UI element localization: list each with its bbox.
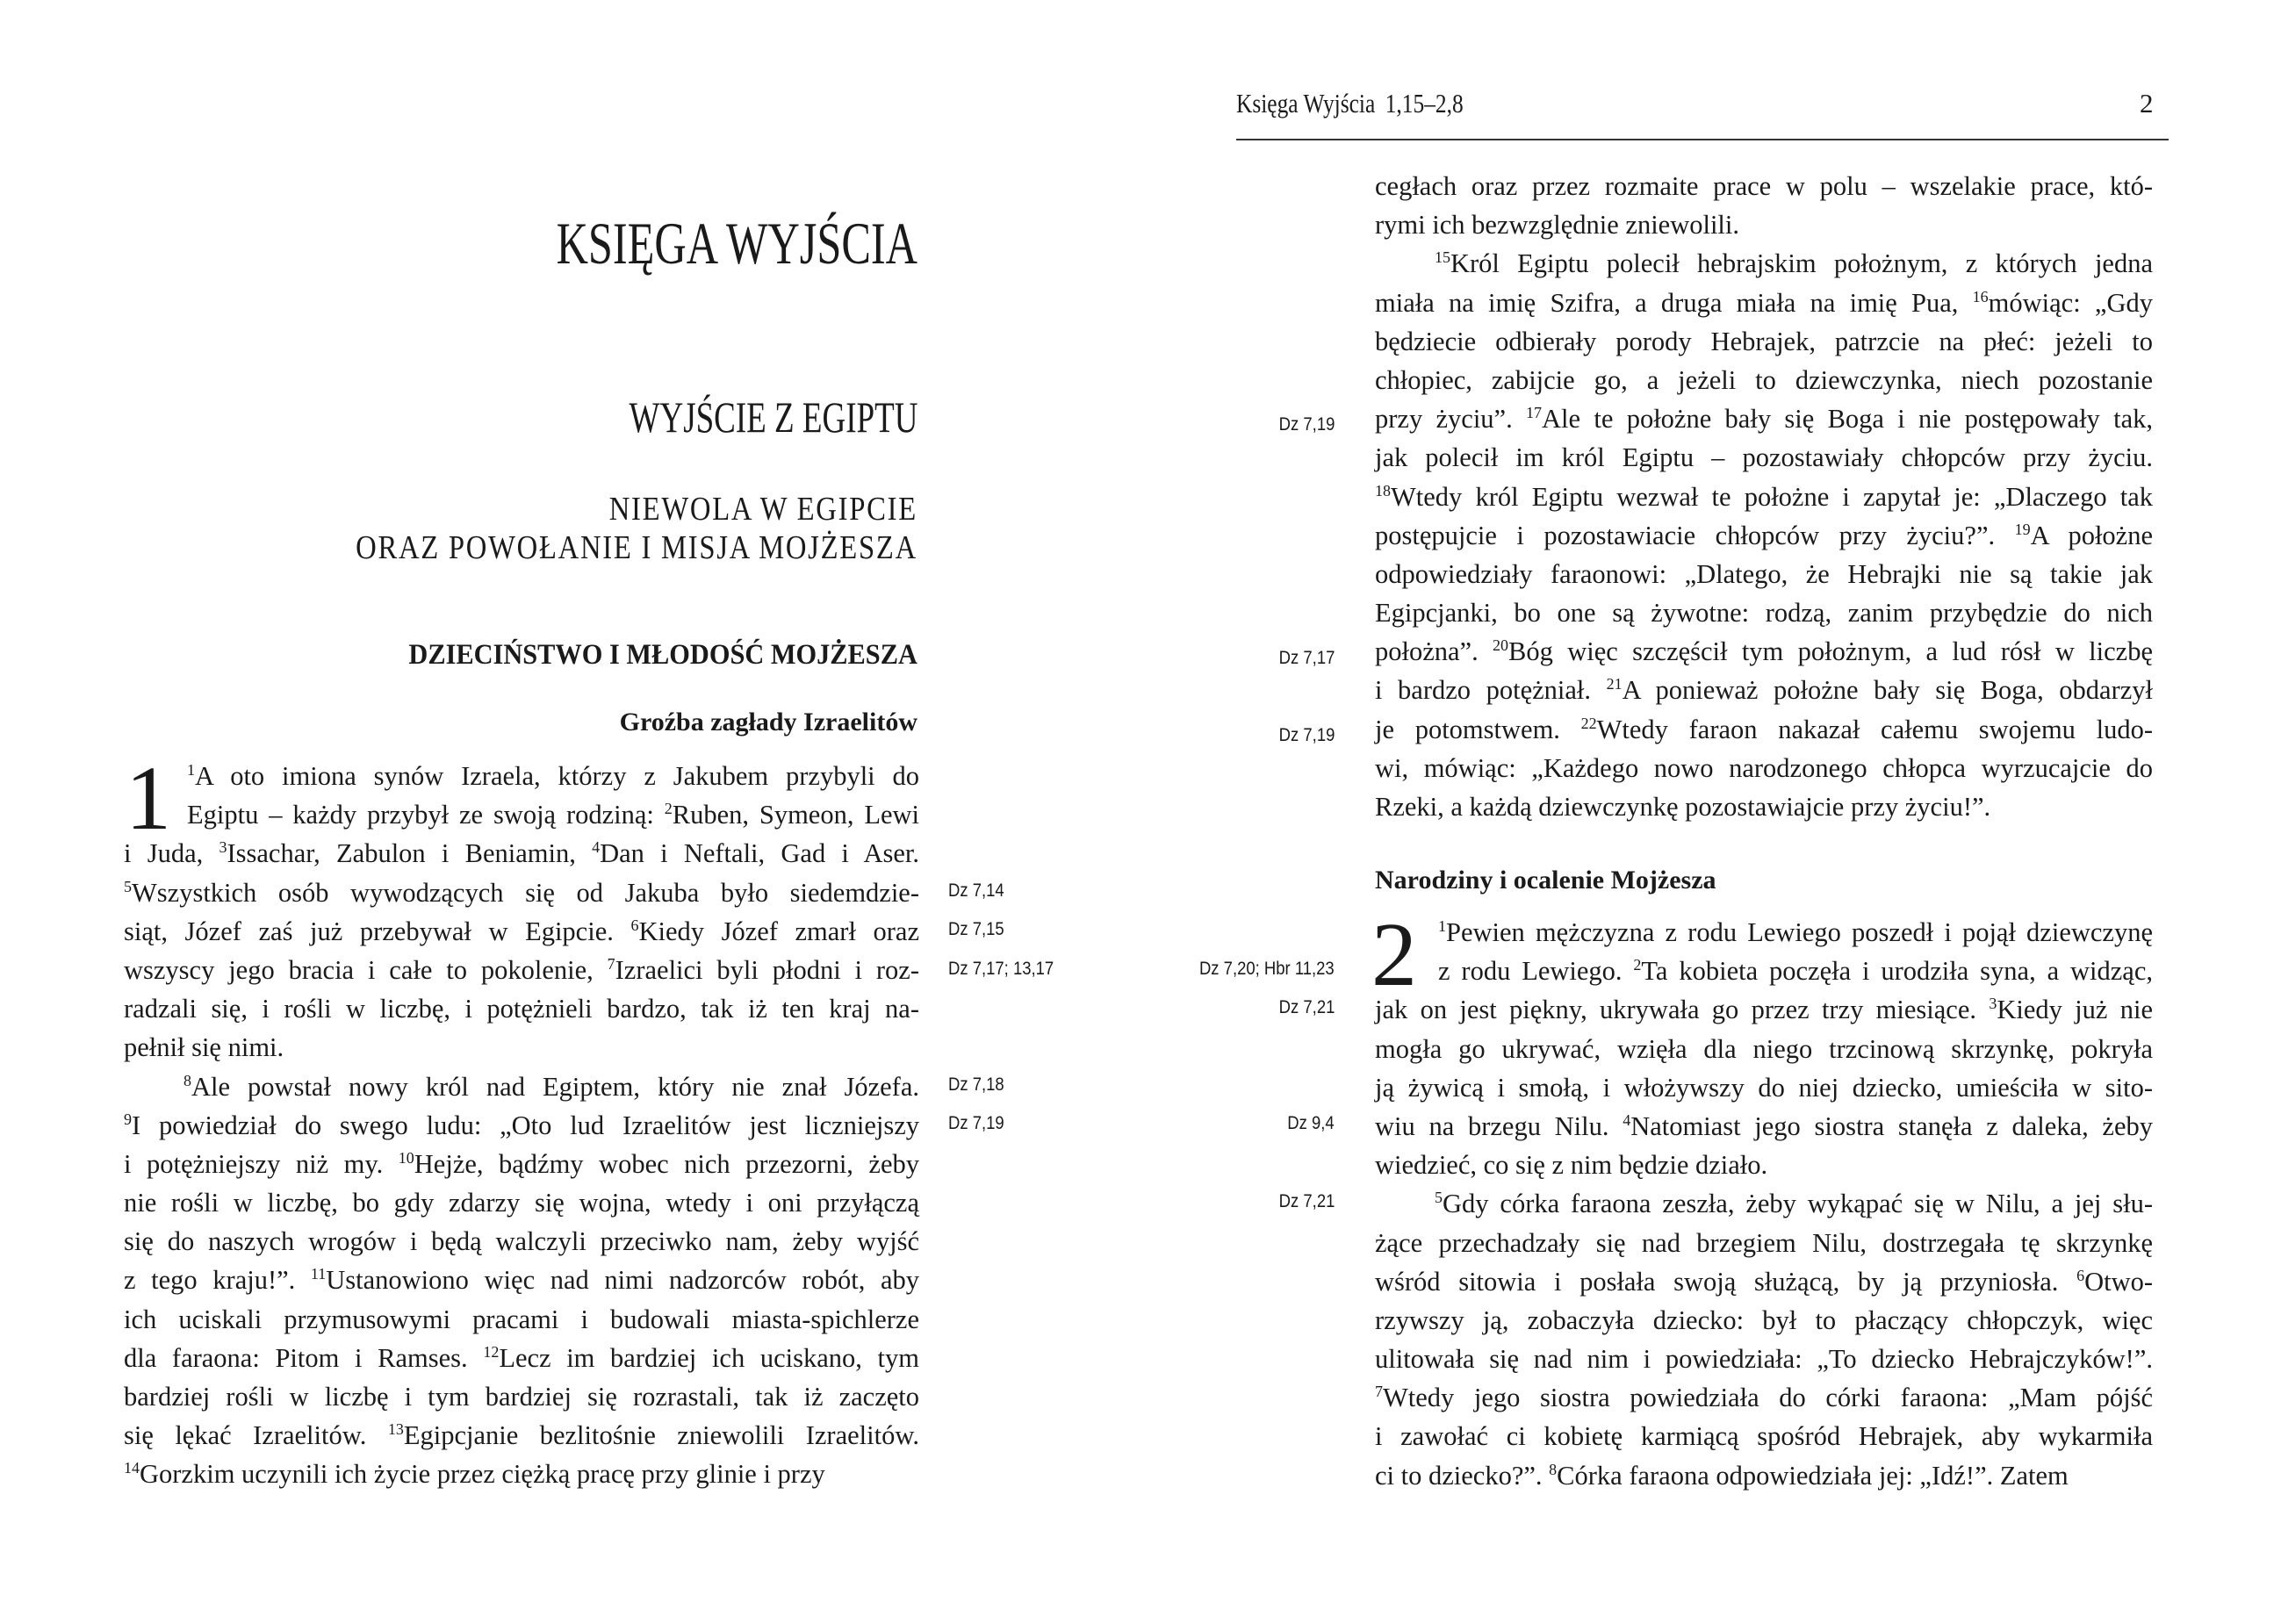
verse-text: odpowiedziały faraonowi: „Dlatego, że Hebrajki nie są takie jak <box>1375 558 2153 589</box>
text-line <box>1375 244 2153 283</box>
verse-number: 20 <box>1493 636 1509 655</box>
verse-number: 8 <box>1549 1460 1558 1478</box>
text-line <box>1375 167 2153 205</box>
text-line <box>1375 1340 2153 1378</box>
margin-ref: Dz 7,15 <box>948 919 1004 939</box>
header-rule <box>1236 139 2169 140</box>
verse-text: bardziej rośli w liczbę i tym bardziej się rozrastali, tak iż zaczęto <box>124 1382 919 1412</box>
text-line <box>124 1106 919 1145</box>
section-title-line: NIEWOLA W EGIPCIE <box>608 491 917 528</box>
text-line <box>124 1028 919 1067</box>
verse-number: 3 <box>1989 995 1997 1013</box>
verse-number: 5 <box>1435 1189 1443 1207</box>
verse-text: A ponieważ położne bały się Boga, obdarzył <box>1622 675 2153 706</box>
verse-number: 7 <box>607 954 615 973</box>
text-line <box>1375 913 2153 952</box>
chapter-number-2: 2 <box>1371 904 1417 1005</box>
text-line <box>1375 749 2153 787</box>
verse-text: jak polecił im król Egiptu – pozostawiały chłopców przy życiu. <box>1375 442 2153 473</box>
verse-text: radzali się, i rośli w liczbę, i potężnieli bardzo, tak iż ten kraj na- <box>124 994 919 1024</box>
verse-text: pełnił się nimi. <box>124 1032 284 1063</box>
verse-text: Rzeki, a każdą dziewczynkę pozostawiajcie przy życiu!”. <box>1375 792 1991 822</box>
text-line <box>124 1145 919 1183</box>
verse-text: Król Egiptu polecił hebrajskim położnym, z których jedna <box>1450 248 2153 279</box>
verse-text: wszyscy jego bracia i całe to pokolenie, <box>124 954 608 985</box>
text-line <box>124 1377 919 1416</box>
verse-number: 10 <box>398 1148 414 1167</box>
verse-number: 2 <box>1633 956 1642 974</box>
part-title: WYJŚCIE Z EGIPTU <box>629 392 917 442</box>
running-header-book: Księga Wyjścia <box>1236 88 1376 119</box>
verse-text: ulitowała się nad nim i powiedziała: „To dziecko Hebrajczyków!”. <box>1375 1344 2153 1375</box>
verse-text: z tego kraju!”. <box>124 1265 311 1296</box>
verse-text: siąt, Józef zaś już przebywał w Egipcie. <box>124 916 631 946</box>
text-line <box>1375 1301 2153 1340</box>
text-line <box>1375 284 2153 322</box>
text-line <box>1375 990 2153 1029</box>
text-line <box>1375 361 2153 399</box>
verse-text: wiedzieć, co się z nim będzie działo. <box>1375 1150 1768 1181</box>
text-line <box>1375 322 2153 361</box>
text-line <box>124 989 919 1028</box>
verse-text: i bardzo potężniał. <box>1375 675 1607 706</box>
text-line <box>1375 1068 2153 1107</box>
margin-ref: Dz 7,17; 13,17 <box>948 959 1054 979</box>
margin-ref: Dz 7,18 <box>948 1074 1004 1095</box>
text-line <box>124 834 919 873</box>
text-line <box>124 1339 919 1377</box>
margin-ref: Dz 7,20; Hbr 11,23 <box>1199 959 1335 979</box>
text-line <box>1375 671 2153 709</box>
margin-ref: Dz 7,21 <box>1278 1191 1335 1211</box>
verse-text: ją żywicą i smołą, i włożywszy do niej dziecko, umieściła w sito- <box>1375 1072 2153 1103</box>
verse-text: chłopiec, zabijcie go, a jeżeli to dziewczynka, niech pozostanie <box>1375 364 2153 395</box>
text-line <box>1375 1378 2153 1417</box>
verse-number: 1 <box>187 761 195 779</box>
margin-ref: Dz 7,19 <box>1278 725 1335 745</box>
verse-number: 17 <box>1526 404 1543 422</box>
verse-text: Wszystkich osób wywodzących się od Jakuba było siedemdzie- <box>132 877 919 908</box>
text-line <box>1375 1030 2153 1068</box>
verse-text: jak on jest piękny, ukrywała go przez trzy miesiące. <box>1375 995 1990 1025</box>
verse-text: Wtedy król Egiptu wezwał te położne i zapytał je: „Dlaczego tak <box>1391 481 2153 512</box>
verse-text: Ale powstał nowy król nad Egiptem, który nie znał Józefa. <box>191 1071 919 1102</box>
text-line <box>1375 478 2153 516</box>
chapter-number-1: 1 <box>126 748 171 849</box>
right-text-column-top <box>1375 167 2153 826</box>
verse-number: 1 <box>1438 917 1446 935</box>
text-line <box>124 795 919 834</box>
verse-number: 4 <box>1623 1110 1631 1129</box>
text-line <box>124 1455 919 1493</box>
pericope-title-2: Narodziny i ocalenie Mojżesza <box>1375 866 1716 895</box>
verse-text: Hejże, bądźmy wobec nich przezorni, żeby <box>414 1148 920 1179</box>
text-line <box>124 757 919 795</box>
verse-text: Ruben, Symeon, Lewi <box>672 800 919 830</box>
verse-number: 9 <box>124 1110 132 1128</box>
text-line <box>124 912 919 951</box>
verse-text: wśród sitowia i posłała swoją służącą, by ją przyniosła. <box>1375 1266 2077 1297</box>
verse-text: Ale te położne bały się Boga i nie postępowały tak, <box>1542 404 2153 435</box>
text-line <box>1375 438 2153 477</box>
text-line <box>1375 1107 2153 1146</box>
text-line <box>124 951 919 989</box>
verse-text: Gorzkim uczynili ich życie przez ciężką pracę przy glinie i przy <box>140 1459 825 1490</box>
subsection-title: DZIECIŃSTWO I MŁODOŚĆ MOJŻESZA <box>408 639 917 671</box>
verse-number: 18 <box>1375 481 1391 499</box>
verse-text: Córka faraona odpowiedziała jej: „Idź!”. Zatem <box>1557 1460 2069 1491</box>
text-line <box>1375 205 2153 244</box>
text-line <box>1375 1184 2153 1223</box>
right-text-column-bottom <box>1375 913 2153 1495</box>
text-line <box>1375 787 2153 826</box>
section-title <box>356 490 917 567</box>
text-line <box>1375 952 2153 990</box>
verse-text: postępujcie i pozostawiacie chłopców przy życiu?”. <box>1375 520 2015 550</box>
verse-number: 5 <box>124 877 132 895</box>
verse-number: 11 <box>310 1265 327 1283</box>
verse-number: 12 <box>483 1342 500 1361</box>
text-line <box>124 1261 919 1299</box>
verse-text: Izraelici byli płodni i roz- <box>615 954 919 985</box>
page-number: 2 <box>2140 88 2154 119</box>
verse-text: Kiedy Józef zmarł oraz <box>638 916 920 946</box>
text-line <box>124 1067 919 1106</box>
verse-text: cegłach oraz przez rozmaite prace w polu – wszelakie prace, któ- <box>1375 171 2153 201</box>
verse-text: się lękać Izraelitów. <box>124 1420 388 1451</box>
verse-text: A położne <box>2030 520 2153 550</box>
text-line <box>1375 1417 2153 1455</box>
verse-number: 15 <box>1435 248 1450 267</box>
verse-text: nie rośli w liczbę, bo gdy zdarzy się wojna, wtedy i oni przyłączą <box>124 1188 919 1218</box>
verse-number: 19 <box>2014 520 2031 538</box>
margin-ref: Dz 7,19 <box>948 1113 1004 1133</box>
verse-number: 14 <box>124 1459 140 1477</box>
verse-text: je potomstwem. <box>1375 714 1581 744</box>
verse-text: położna”. <box>1375 636 1493 667</box>
verse-text: I powiedział do swego ludu: „Oto lud Izraelitów jest liczniejszy <box>132 1110 919 1140</box>
verse-text: wiu na brzegu Nilu. <box>1375 1110 1623 1141</box>
verse-text: i Juda, <box>124 838 219 869</box>
pericope-title: Groźba zagłady Izraelitów <box>619 708 917 737</box>
verse-text: Bóg więc szczęścił tym położnym, a lud rósł w liczbę <box>1508 636 2153 667</box>
verse-text: Otwo- <box>2084 1266 2153 1297</box>
text-line <box>1375 1146 2153 1184</box>
verse-text: Kiedy już nie <box>1997 995 2153 1025</box>
text-line <box>124 873 919 912</box>
verse-text: miała na imię Szifra, a druga miała na imię Pua, <box>1375 287 1973 318</box>
verse-text: rymi ich bezwzględnie zniewolili. <box>1375 210 1739 241</box>
verse-number: 6 <box>630 916 639 934</box>
margin-ref: Dz 9,4 <box>1287 1113 1335 1133</box>
margin-ref: Dz 7,17 <box>1278 648 1335 668</box>
verse-number: 16 <box>1972 287 1989 305</box>
verse-text: przy życiu”. <box>1375 404 1527 435</box>
verse-text: ci to dziecko?”. <box>1375 1460 1550 1491</box>
verse-text: Wtedy faraon nakazał całemu swojemu ludo- <box>1596 714 2153 744</box>
text-line <box>124 1416 919 1455</box>
verse-text: i zawołać ci kobietę karmiącą spośród Hebrajek, aby wykarmiła <box>1375 1421 2153 1452</box>
text-line <box>1375 516 2153 555</box>
verse-number: 4 <box>592 838 601 857</box>
verse-text: i potężniejszy niż my. <box>124 1148 399 1179</box>
running-header-range: 1,15–2,8 <box>1385 88 1464 119</box>
verse-text: Lecz im bardziej ich uciskano, tym <box>499 1342 919 1373</box>
left-text-column <box>124 748 920 1494</box>
verse-text: z rodu Lewiego. <box>1438 956 1634 987</box>
verse-text: Ta kobieta poczęła i urodziła syna, a widząc, <box>1641 956 2153 987</box>
verse-text: rzywszy ją, zobaczyła dziecko: był to płaczący chłopczyk, więc <box>1375 1304 2153 1335</box>
verse-text: dla faraona: Pitom i Ramses. <box>124 1342 484 1373</box>
verse-text: mogła go ukrywać, wzięła dla niego trzcinową skrzynkę, pokryła <box>1375 1033 2153 1064</box>
text-line <box>1375 1262 2153 1301</box>
verse-text: Egipcjanie bezlitośnie zniewolili Izraelitów. <box>403 1420 920 1451</box>
verse-text: Egiptu – każdy przybył ze swoją rodziną: <box>187 800 665 830</box>
verse-text: się do naszych wrogów i będą walczyli przeciwko nam, żeby wyjść <box>124 1226 919 1257</box>
verse-number: 13 <box>387 1420 404 1439</box>
text-line <box>124 1183 919 1222</box>
verse-number: 22 <box>1580 714 1597 732</box>
margin-ref: Dz 7,14 <box>948 880 1004 901</box>
verse-text: wi, mówiąc: „Każdego nowo narodzonego chłopca wyrzucajcie do <box>1375 752 2153 783</box>
verse-text: mówiąc: „Gdy <box>1988 287 2153 318</box>
text-line <box>124 1222 919 1261</box>
text-line <box>1375 555 2153 593</box>
verse-text: będziecie odbierały porody Hebrajek, patrzcie na płeć: jeżeli to <box>1375 326 2153 356</box>
verse-text: Pewien mężczyzna z rodu Lewiego poszedł i pojął dziewczynę <box>1446 917 2153 947</box>
text-line <box>1375 399 2153 438</box>
verse-number: 3 <box>219 838 227 857</box>
verse-text: Ustanowiono więc nad nimi nadzorców robót, aby <box>326 1265 919 1296</box>
text-line <box>1375 1224 2153 1262</box>
book-title: KSIĘGA WYJŚCIA <box>556 210 917 277</box>
margin-ref: Dz 7,21 <box>1278 997 1335 1017</box>
verse-text: Egipcjanki, bo one są żywotne: rodzą, zanim przybędzie do nich <box>1375 598 2153 629</box>
verse-text: Gdy córka faraona zeszła, żeby wykąpać się w Nilu, a jej słu- <box>1443 1189 2153 1219</box>
margin-ref: Dz 7,19 <box>1278 414 1335 435</box>
verse-text: Dan i Neftali, Gad i Aser. <box>600 838 919 869</box>
verse-number: 2 <box>664 800 673 818</box>
verse-text: żące przechadzały się nad brzegiem Nilu, dostrzegała tę skrzynkę <box>1375 1227 2153 1258</box>
verse-number: 7 <box>1375 1383 1383 1401</box>
verse-text: Issachar, Zabulon i Beniamin, <box>227 838 593 869</box>
verse-text: A oto imiona synów Izraela, którzy z Jakubem przybyli do <box>195 761 919 791</box>
verse-text: Natomiast jego siostra stanęła z daleka, żeby <box>1630 1110 2153 1141</box>
text-line <box>1375 710 2153 749</box>
section-title-line: ORAZ POWOŁANIE I MISJA MOJŻESZA <box>356 529 917 566</box>
text-line <box>1375 1456 2153 1495</box>
text-line <box>1375 593 2153 632</box>
text-line <box>1375 632 2153 671</box>
verse-number: 8 <box>183 1071 191 1089</box>
text-line <box>124 1300 919 1339</box>
verse-number: 6 <box>2076 1266 2085 1284</box>
verse-text: Wtedy jego siostra powiedziała do córki faraona: „Mam pójść <box>1383 1383 2153 1413</box>
verse-number: 21 <box>1606 675 1623 693</box>
verse-text: ich uciskali przymusowymi pracami i budowali miasta-spichlerze <box>124 1304 919 1334</box>
running-header <box>1236 88 2001 123</box>
